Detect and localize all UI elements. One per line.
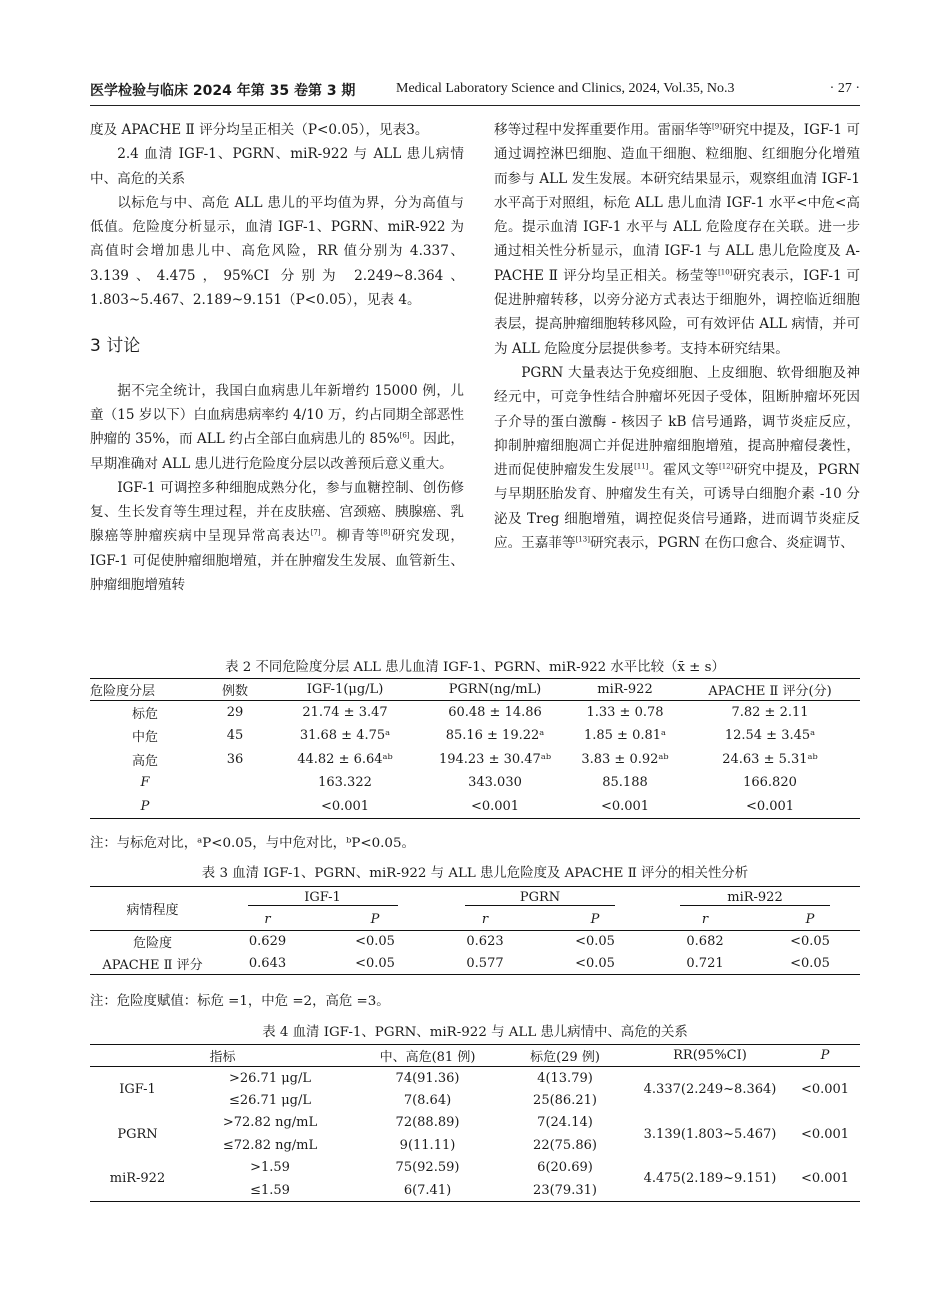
table2 (90, 678, 860, 819)
table4 (90, 1044, 860, 1202)
paragraph: 度及 APACHE Ⅱ 评分均呈正相关（P<0.05），见表3。 (90, 122, 429, 138)
table-row: ≤1.59 6(7.41) 23(79.31) (90, 1179, 860, 1202)
citation: [7] (310, 528, 321, 537)
right-column (494, 118, 860, 555)
table-row: 标危 29 21.74 ± 3.47 60.48 ± 14.86 1.33 ± 0.78 7.82 ± 2.11 (131, 705, 809, 722)
citation: [11] (634, 462, 649, 471)
section-heading: 3 讨论 (90, 336, 141, 357)
journal-title-cn: 医学检验与临床 2024 年第 35 卷第 3 期 (90, 83, 356, 99)
table-header-row: 指标 中、高危(81 例) 标危(29 例) RR(95%CI) P (90, 1045, 860, 1067)
table-row: PGRN >72.82 ng/mL 72(88.89) 7(24.14) 3.139(1.803~5.467) <0.001 (117, 1115, 850, 1142)
table-header-row: 病情程度 IGF-1 PGRN miR-922 (90, 887, 860, 909)
citation: [6] (399, 431, 410, 440)
left-column (90, 118, 464, 597)
page-number: · 27 · (829, 81, 860, 96)
table-row: ≤72.82 ng/mL 9(11.11) 22(75.86) (222, 1137, 597, 1153)
citation: [10] (718, 268, 733, 277)
citation: [9] (712, 122, 722, 131)
table-row: P <0.001 <0.001 <0.001 <0.001 (90, 795, 860, 819)
table-row: APACHE Ⅱ 评分 0.643 <0.05 0.577 <0.05 0.721 <0.05 (90, 953, 860, 975)
running-header (90, 76, 860, 106)
table2-note: 注：与标危对比，ᵃP<0.05，与中危对比，ᵇP<0.05。 (90, 836, 415, 851)
journal-title-en: Medical Laboratory Science and Clinics, 2024, Vol.35, No.3 (396, 81, 735, 96)
table3-note: 注：危险度赋值：标危 =1，中危 =2，高危 =3。 (90, 994, 390, 1009)
table3-title: 表 3 血清 IGF-1、PGRN、miR-922 与 ALL 患儿危险度及 APACHE Ⅱ 评分的相关性分析 (201, 866, 749, 881)
table3 (90, 886, 860, 975)
table-header-row: 危险度分层 例数 IGF-1(μg/L) PGRN(ng/mL) miR-922 APACHE Ⅱ 评分(分) (90, 679, 860, 701)
paragraph: 移等过程中发挥重要作用。雷丽华等[9]研究中提及，IGF-1 可通过调控淋巴细胞、造血干细胞、粒细胞、红细胞分化增殖而参与 ALL 发生发展。本研究结果显示，观察组血清 IGF-1 水平高于对照组，标危 ALL 患儿血清 IGF-1 水平<中危<高危。提示血清 IGF-1 水平与 ALL 危险度存在关联。进一步通过相关性分析显示，血清 IGF-1 与 ALL 患儿危险度及 A-PACHE Ⅱ 评分均呈正相关。杨莹等[10]研究表示，IGF-1 可促进肿瘤转移，以旁分泌方式表达于细胞外，调控临近细胞表层，提高肿瘤细胞转移风险，可有效评估 ALL 病情，并可为 ALL 危险度分层提供参考。支持本研究结果。 (494, 122, 860, 357)
table-row: ≤26.71 μg/L 7(8.64) 25(86.21) (228, 1092, 597, 1108)
citation: [8] (380, 528, 391, 537)
table-subheader-row: r P r P r P (90, 909, 860, 931)
table-row: F 163.322 343.030 85.188 166.820 (140, 775, 797, 791)
table-row: 危险度 0.629 <0.05 0.623 <0.05 0.682 <0.05 (132, 934, 830, 952)
table-row: 高危 36 44.82 ± 6.64ᵃᵇ 194.23 ± 30.47ᵃᵇ 3.83 ± 0.92ᵃᵇ 24.63 ± 5.31ᵃᵇ (131, 751, 818, 769)
table4-title: 表 4 血清 IGF-1、PGRN、miR-922 与 ALL 患儿病情中、高危的关系 (262, 1025, 688, 1040)
paragraph: IGF-1 可调控多种细胞成熟分化，参与血糖控制、创伤修复、生长发育等生理过程，并在皮肤癌、宫颈癌、胰腺癌、乳腺癌等肿瘤疾病中呈现异常高表达[7]。柳青等[8]研究发现，IGF-1 可促使肿瘤细胞增殖，并在肿瘤发生发展、血管新生、肿瘤细胞增殖转 (90, 479, 465, 594)
table-row: 中危 45 31.68 ± 4.75ᵃ 85.16 ± 19.22ᵃ 1.85 ± 0.81ᵃ 12.54 ± 3.45ᵃ (131, 728, 816, 746)
paragraph: 据不完全统计，我国白血病患儿年新增约 15000 例，儿童（15 岁以下）白血病患病率约 4/10 万，约占同期全部恶性肿瘤的 35%，而 ALL 约占全部白血病患儿的 85%[6]。因此，早期准确对 ALL 患儿进行危险度分层以改善预后意义重大。 (90, 382, 465, 472)
subsection-heading: 2.4 血清 IGF-1、PGRN、miR-922 与 ALL 患儿病情中、高危的关系 (90, 146, 464, 187)
table-row: miR-922 >1.59 75(92.59) 6(20.69) 4.475(2.189~9.151) <0.001 (90, 1157, 860, 1180)
paragraph: 以标危与中、高危 ALL 患儿的平均值为界，分为高值与低值。危险度分析显示，血清 IGF-1、PGRN、miR-922 为高值时会增加患儿中、高危风险，RR 值分别为 4.337、3.139、4.475，95%CI 分别为 2.249~8.364、1.803~5.467、2.189~9.151（P<0.05），见表 4。 (90, 194, 464, 309)
table-row: IGF-1 >26.71 μg/L 74(91.36) 4(13.79) 4.337(2.249~8.364) <0.001 (119, 1070, 850, 1097)
table2-title: 表 2 不同危险度分层 ALL 患儿血清 IGF-1、PGRN、miR-922 水平比较（x̄ ± s） (225, 660, 725, 675)
citation: [12] (719, 462, 734, 471)
paragraph: PGRN 大量表达于免疫细胞、上皮细胞、软骨细胞及神经元中，可竞争性结合肿瘤坏死因子受体，阻断肿瘤坏死因子介导的蛋白激酶 - 核因子 kB 信号通路，调节炎症反应，抑制肿瘤细胞凋亡并促进肿瘤细胞增殖，提高肿瘤侵袭性，进而促使肿瘤发生发展[11]。霍风文等[12]研究中提及，PGRN 与早期胚胎发育、肿瘤发生有关，可诱导白细胞介素 -10 分泌及 Treg 细胞增殖，调控促炎信号通路，进而调节炎症反应。王嘉菲等[13]研究表示，PGRN 在伤口愈合、炎症调节、 (494, 364, 861, 552)
citation: [13] (575, 535, 590, 544)
